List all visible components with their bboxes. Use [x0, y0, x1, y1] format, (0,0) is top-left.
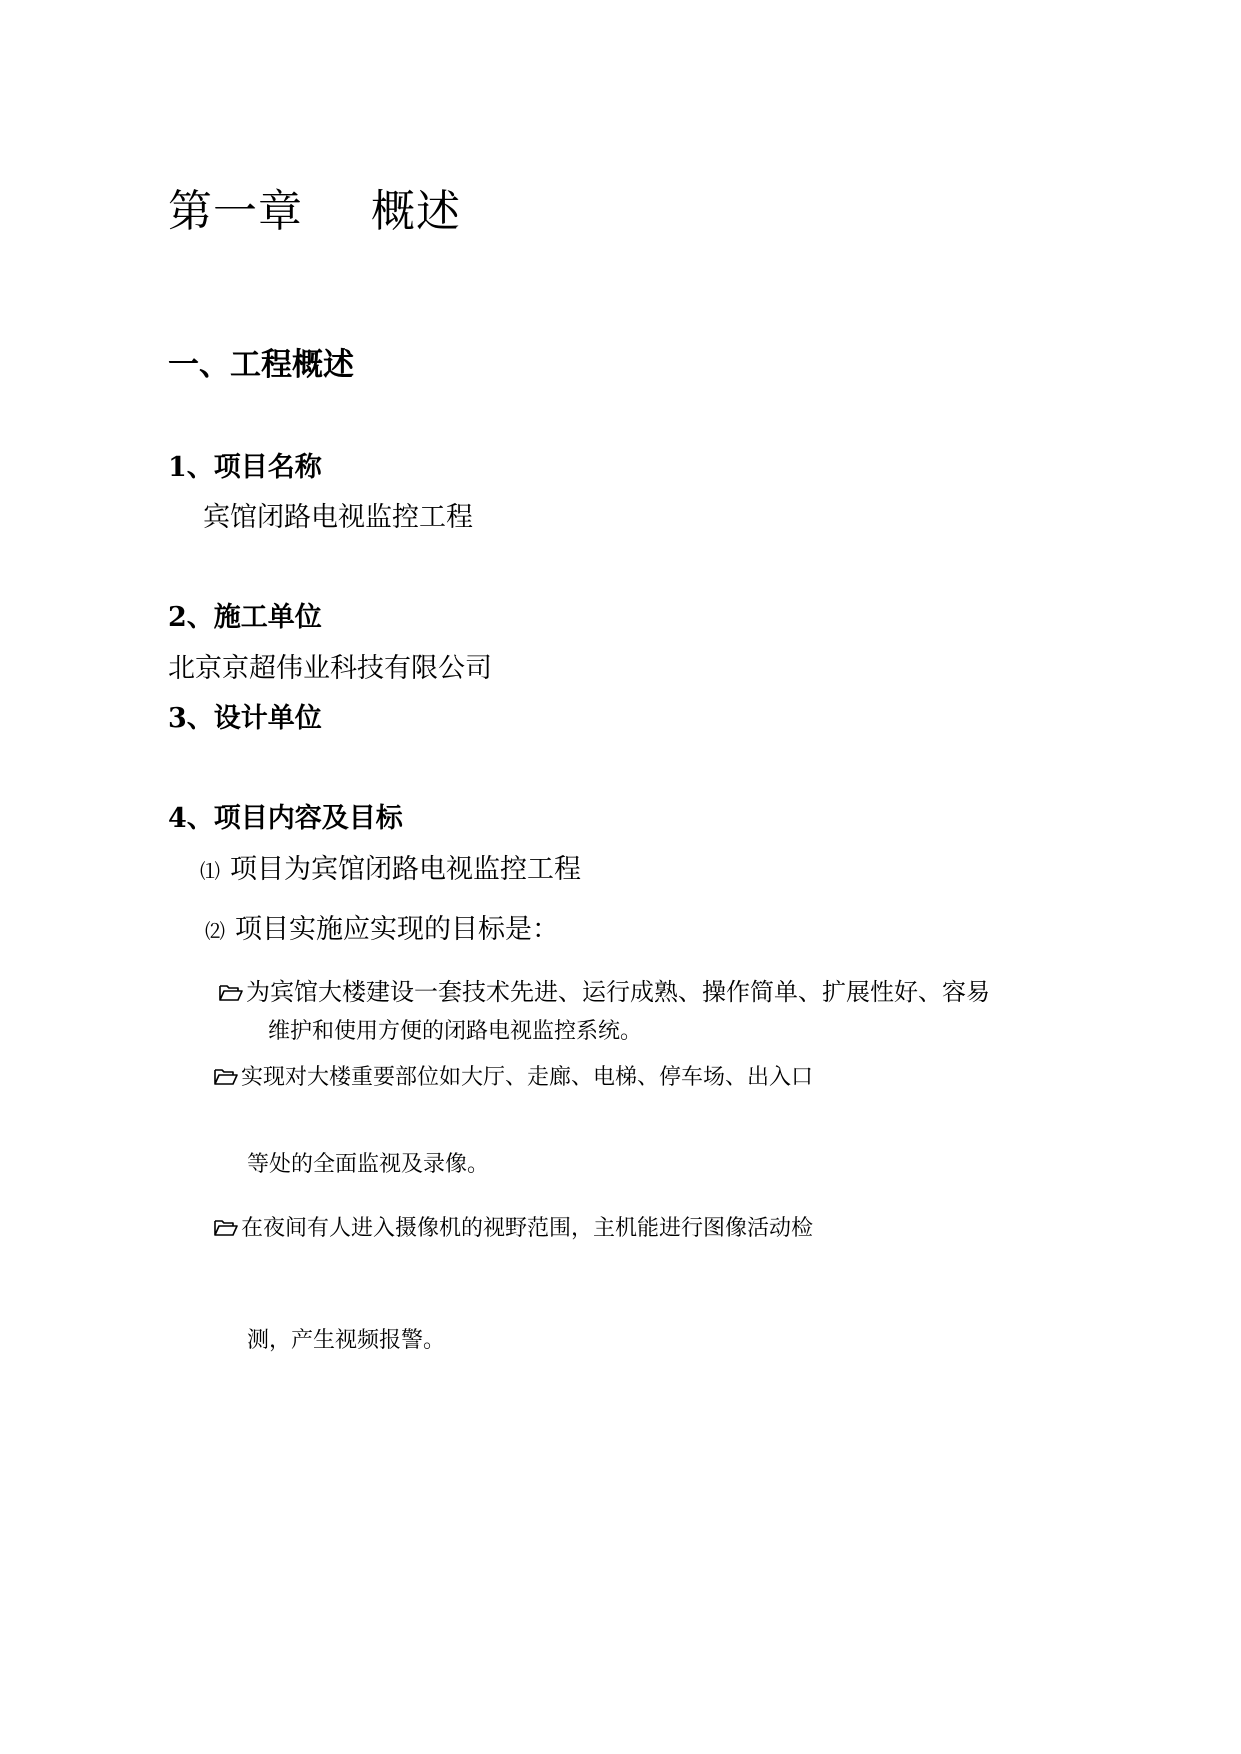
section-heading: 一、工程概述 [168, 347, 354, 383]
folder-icon [218, 983, 244, 1003]
project-name-heading: 1、项目名称 [168, 452, 322, 483]
chapter-name: 概述 [371, 186, 461, 237]
content-heading: 4、项目内容及目标 [168, 803, 403, 834]
contractor-heading: 2、施工单位 [168, 602, 322, 633]
point-1-text: 项目为宾馆闭路电视监控工程 [230, 854, 581, 885]
point-2-text: 项目实施应实现的目标是： [235, 914, 559, 945]
content-point-1 [200, 856, 581, 883]
goal-1-text-1: 为宾馆大楼建设一套技术先进、运行成熟、操作简单、扩展性好、容易 [246, 978, 990, 1006]
chapter-title [168, 186, 461, 237]
goal-1-line-2: 维护和使用方便的闭路电视监控系统。 [268, 1019, 643, 1044]
goal-3-line-1 [213, 1218, 813, 1240]
point-1-marker: ⑴ [200, 859, 220, 883]
project-name-value: 宾馆闭路电视监控工程 [203, 502, 473, 533]
goal-3-line-2: 测，产生视频报警。 [247, 1328, 446, 1353]
content-point-2 [205, 916, 559, 943]
designer-heading: 3、设计单位 [168, 703, 322, 734]
folder-icon [213, 1218, 239, 1238]
goal-1-line-1 [218, 980, 990, 1004]
contractor-value: 北京京超伟业科技有限公司 [168, 653, 492, 684]
chapter-number: 第一章 [168, 186, 303, 237]
point-2-marker: ⑵ [205, 919, 225, 943]
folder-icon [213, 1067, 239, 1087]
goal-2-line-1 [213, 1067, 813, 1089]
goal-2-text-1: 实现对大楼重要部位如大厅、走廊、电梯、停车场、出入口 [241, 1065, 814, 1090]
goal-3-text-1: 在夜间有人进入摄像机的视野范围，主机能进行图像活动检 [241, 1216, 814, 1241]
goal-2-line-2: 等处的全面监视及录像。 [247, 1152, 490, 1177]
